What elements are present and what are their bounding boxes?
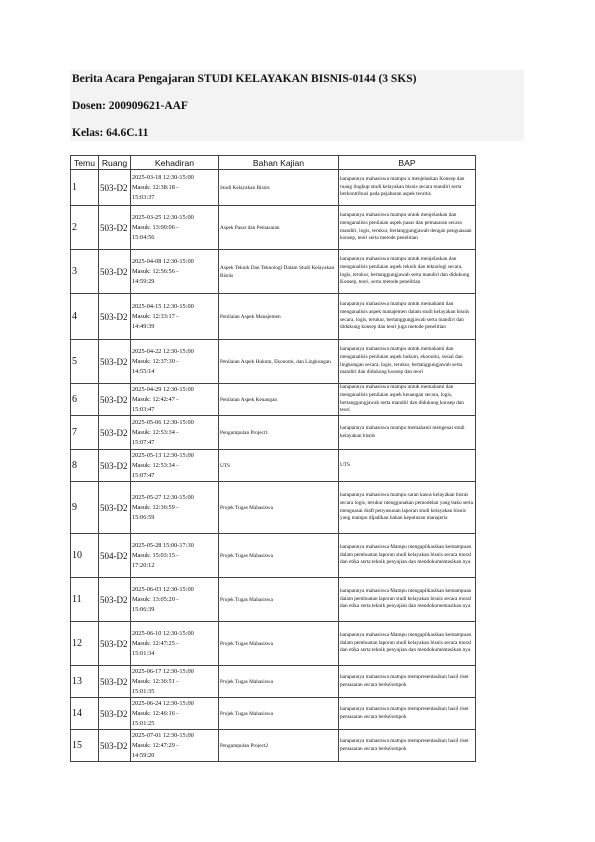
study-material-cell: Penilaian Aspek Hukum, Ekonomi, dan Lingkungan.	[219, 340, 339, 384]
attendance-cell	[131, 666, 219, 698]
attendance-cell	[131, 482, 219, 534]
schedule-time: 2025-04-15 12:30-15:00	[132, 302, 194, 310]
check-out-time: 15:01:34	[132, 649, 155, 657]
study-material-cell: Projek Tugas Mahasiswa	[219, 482, 339, 534]
meeting-number: 13	[71, 666, 99, 698]
column-header-kehadiran: Kehadiran	[131, 156, 219, 170]
table-row	[71, 250, 476, 294]
check-in-time: Masuk: 12:53:34 -	[132, 428, 179, 436]
table-body	[71, 170, 476, 762]
bap-description-cell: UTS	[339, 450, 476, 482]
room-cell: 503-D2	[99, 384, 131, 416]
table-row	[71, 294, 476, 340]
class-label: Kelas: 64.6C.11	[72, 127, 149, 139]
room-cell: 503-D2	[99, 578, 131, 622]
schedule-time: 2025-05-13 12:30-15:00	[132, 451, 194, 459]
check-out-time: 15:04:56	[132, 233, 155, 241]
attendance-cell	[131, 294, 219, 340]
schedule-time: 2025-06-03 12:30-15:00	[132, 585, 194, 593]
document-header	[70, 70, 524, 141]
room-cell: 503-D2	[99, 250, 131, 294]
check-out-time: 15:03:37	[132, 193, 155, 201]
check-in-time: Masuk: 12:36:59 -	[132, 503, 179, 511]
check-out-time: 14:59:20	[132, 751, 155, 759]
check-in-time: Masuk: 12:46:16 -	[132, 709, 179, 717]
bap-description-cell: harapannya mahasiswa Mampu mengaplikasikan kemampuan dalam pembuatan laporan studi kelayakan bisnis secara moral dan etika serta teknik penyajian dan mendokumentasikan nya	[339, 578, 476, 622]
room-cell: 503-D2	[99, 206, 131, 250]
study-material-cell: Projek Tugas Mahasiswa	[219, 698, 339, 730]
attendance-cell	[131, 698, 219, 730]
room-cell: 503-D2	[99, 622, 131, 666]
table-row	[71, 170, 476, 206]
schedule-time: 2025-06-10 12:30-15:00	[132, 629, 194, 637]
table-row	[71, 730, 476, 762]
check-in-time: Masuk: 15:03:15 -	[132, 551, 179, 559]
bap-description-cell: harapannya mahasiswa mampu untuk menjelaskan dan menganalisis penilaian aspek teknik dan teknologi secara, logis, terukur, bertanggungjawab serta mandiri dan didukung Konsep, teori, serta metode penelitian	[339, 250, 476, 294]
check-out-time: 15:07:47	[132, 438, 155, 446]
check-in-time: Masuk: 12:42:47 -	[132, 395, 179, 403]
study-material-cell: Projek Tugas Mahasiswa	[219, 666, 339, 698]
document-title: Berita Acara Pengajaran STUDI KELAYAKAN BISNIS-0144 (3 SKS)	[72, 73, 417, 85]
attendance-cell	[131, 384, 219, 416]
bap-description-cell: harapannya mahasiswa mampu mempresentasikan hasil riset pemasaran secara berkelompok	[339, 666, 476, 698]
check-out-time: 15:06:59	[132, 513, 155, 521]
table-header-row	[71, 156, 476, 170]
check-in-time: Masuk: 12:33:17 -	[132, 312, 179, 320]
bap-description-cell: harapannya mahasiswa Mampu mengaplikasikan kemampuan dalam pembuatan laporan studi kelayakan bisnis secara moral dan etika serta teknik penyajian dan mendokumentasikan nya	[339, 534, 476, 578]
bap-description-cell: harapannya mahasiswa mampu untuk memahami dan menganalisis penilaian aspek hukum, ekonomi, sosial dan lingkungan secara, logis, terukur, bertanggungjawab serta mandiri dan didukung konsep dan teori	[339, 340, 476, 384]
meeting-number: 15	[71, 730, 99, 762]
room-cell: 503-D2	[99, 170, 131, 206]
table-row	[71, 622, 476, 666]
check-out-time: 14:59:29	[132, 277, 155, 285]
check-out-time: 15:06:39	[132, 605, 155, 613]
meeting-number: 9	[71, 482, 99, 534]
study-material-cell: Studi Kelayakan Bisnis	[219, 170, 339, 206]
bap-description-cell: harapannya mahasiswa mampu untuk memahami dan menganalisis aspek manajemen dalam studi kelayakan bisnis secara, logis, terukur, bertanggungjawab serta mandiri dan didukung konsep dan teori juga metode penelitian	[339, 294, 476, 340]
bap-description-cell: harapannya mahasiswa mampu untuk menjelaskan dan menganalisis penilaian aspek pasar dan pemasaran secara mandiri, logis, terukur, bertanggungjawab dengan penguasaan konsep, teori serta metode penelitian	[339, 206, 476, 250]
check-in-time: Masuk: 12:47:25 -	[132, 639, 179, 647]
room-cell: 503-D2	[99, 666, 131, 698]
bap-description-cell: harapannya mahasiswa mampu mempresentasikan hasil riset pemasaran secara berkelompok	[339, 730, 476, 762]
table-row	[71, 384, 476, 416]
column-header-bahan-kajian: Bahan Kajian	[219, 156, 339, 170]
study-material-cell: Pengumpulan Project2	[219, 730, 339, 762]
bap-description-cell: harapannya mahasiswa mampu saran kasus kelayakan bisnis secara logis, terukur menggunakan pemodelan yang baku serta menguasai draft penyusunan laporan studi kelayakan bisnis yang mampu dijadikan bahan keputusan manajeria	[339, 482, 476, 534]
bap-description-cell: harapannya mahasiswa mampu u menjelaskan Konsep dan ruang lingkup studi kelayakan bisnis secara mandiri serta berkontribusi pada pejabaran aspek teoritis	[339, 170, 476, 206]
room-cell: 503-D2	[99, 482, 131, 534]
check-in-time: Masuk: 13:05:20 -	[132, 595, 179, 603]
check-out-time: 15:01:35	[132, 687, 155, 695]
meeting-number: 4	[71, 294, 99, 340]
meeting-number: 11	[71, 578, 99, 622]
bap-description-cell: harapannya mahasiswa mampu untuk memahami dan menganalisis penilaian aspek keuangan secara, logis, bertanggungjawab serta mandiri dan didukung konsep dan teori	[339, 384, 476, 416]
study-material-cell: UTS	[219, 450, 339, 482]
meeting-number: 14	[71, 698, 99, 730]
meeting-number: 3	[71, 250, 99, 294]
check-in-time: Masuk: 13:00:06 -	[132, 223, 179, 231]
attendance-cell	[131, 534, 219, 578]
room-cell: 503-D2	[99, 698, 131, 730]
schedule-time: 2025-06-24 12:30-15:00	[132, 699, 194, 707]
check-out-time: 15:01:25	[132, 719, 155, 727]
schedule-time: 2025-05-28 15:00-17:30	[132, 541, 194, 549]
check-out-time: 15:03:47	[132, 405, 155, 413]
schedule-time: 2025-06-17 12:30-15:00	[132, 667, 194, 675]
room-cell: 503-D2	[99, 416, 131, 450]
schedule-time: 2025-04-22 12:30-15:00	[132, 347, 194, 355]
check-in-time: Masuk: 12:37:30 -	[132, 357, 179, 365]
study-material-cell: Pengumpulan Project1	[219, 416, 339, 450]
check-out-time: 14:55:14	[132, 367, 155, 375]
check-in-time: Masuk: 12:38:18 -	[132, 183, 179, 191]
table-row	[71, 482, 476, 534]
check-in-time: Masuk: 12:56:56 -	[132, 267, 179, 275]
table-row	[71, 534, 476, 578]
column-header-ruang: Ruang	[99, 156, 131, 170]
schedule-time: 2025-03-18 12:30-15:00	[132, 173, 194, 181]
study-material-cell: Aspek Teknik Dan Teknologi Dalam Studi Kelayakan Bisnis	[219, 250, 339, 294]
schedule-time: 2025-03-25 12:30-15:00	[132, 213, 194, 221]
table-row	[71, 340, 476, 384]
attendance-cell	[131, 578, 219, 622]
check-out-time: 14:49:39	[132, 322, 155, 330]
meeting-number: 7	[71, 416, 99, 450]
study-material-cell: Projek Tugas Mahasiswa	[219, 534, 339, 578]
attendance-cell	[131, 206, 219, 250]
schedule-time: 2025-04-29 12:30-15:00	[132, 385, 194, 393]
table-row	[71, 206, 476, 250]
column-header-temu: Temu	[71, 156, 99, 170]
column-header-bap: BAP	[339, 156, 476, 170]
attendance-cell	[131, 730, 219, 762]
schedule-time: 2025-05-06 12:30-15:00	[132, 418, 194, 426]
study-material-cell: Projek Tugas Mahasiswa	[219, 578, 339, 622]
check-in-time: Masuk: 12:36:51 -	[132, 677, 179, 685]
attendance-cell	[131, 170, 219, 206]
check-out-time: 17:20:12	[132, 561, 155, 569]
check-in-time: Masuk: 12:53:34 -	[132, 461, 179, 469]
bap-description-cell: harapannya mahasiswa mampu memahami mengenai studi kelayakan bisnis	[339, 416, 476, 450]
study-material-cell: Penilaian Aspek Manajemen	[219, 294, 339, 340]
meeting-number: 12	[71, 622, 99, 666]
meeting-number: 1	[71, 170, 99, 206]
meeting-number: 6	[71, 384, 99, 416]
lecturer-label: Dosen: 200909621-AAF	[72, 100, 188, 112]
table-row	[71, 698, 476, 730]
study-material-cell: Projek Tugas Mahasiswa	[219, 622, 339, 666]
room-cell: 503-D2	[99, 730, 131, 762]
attendance-cell	[131, 622, 219, 666]
table-row	[71, 450, 476, 482]
study-material-cell: Aspek Pasar dan Pemasaran	[219, 206, 339, 250]
schedule-time: 2025-07-01 12:30-15:00	[132, 731, 194, 739]
room-cell: 503-D2	[99, 294, 131, 340]
meeting-number: 5	[71, 340, 99, 384]
table-row	[71, 416, 476, 450]
study-material-cell: Penilaian Aspek Keuangan	[219, 384, 339, 416]
attendance-cell	[131, 416, 219, 450]
meeting-number: 10	[71, 534, 99, 578]
meeting-number: 8	[71, 450, 99, 482]
meeting-number: 2	[71, 206, 99, 250]
attendance-cell	[131, 450, 219, 482]
teaching-record-table	[70, 155, 476, 762]
room-cell: 504-D2	[99, 534, 131, 578]
check-in-time: Masuk: 12:47:29 -	[132, 741, 179, 749]
attendance-cell	[131, 340, 219, 384]
schedule-time: 2025-04-08 12:30-15:00	[132, 257, 194, 265]
table-row	[71, 578, 476, 622]
room-cell: 503-D2	[99, 340, 131, 384]
room-cell: 503-D2	[99, 450, 131, 482]
attendance-cell	[131, 250, 219, 294]
schedule-time: 2025-05-27 12:30-15:00	[132, 493, 194, 501]
check-out-time: 15:07:47	[132, 471, 155, 479]
bap-description-cell: harapannya mahasiswa mampu mempresentasikan hasil riset pemasaran secara berkelompok	[339, 698, 476, 730]
table-row	[71, 666, 476, 698]
bap-description-cell: harapannya mahasiswa Mampu mengaplikasikan kemampuan dalam pembuatan laporan studi kelayakan bisnis secara moral dan etika serta teknik penyajian dan mendokumentasikan nya	[339, 622, 476, 666]
